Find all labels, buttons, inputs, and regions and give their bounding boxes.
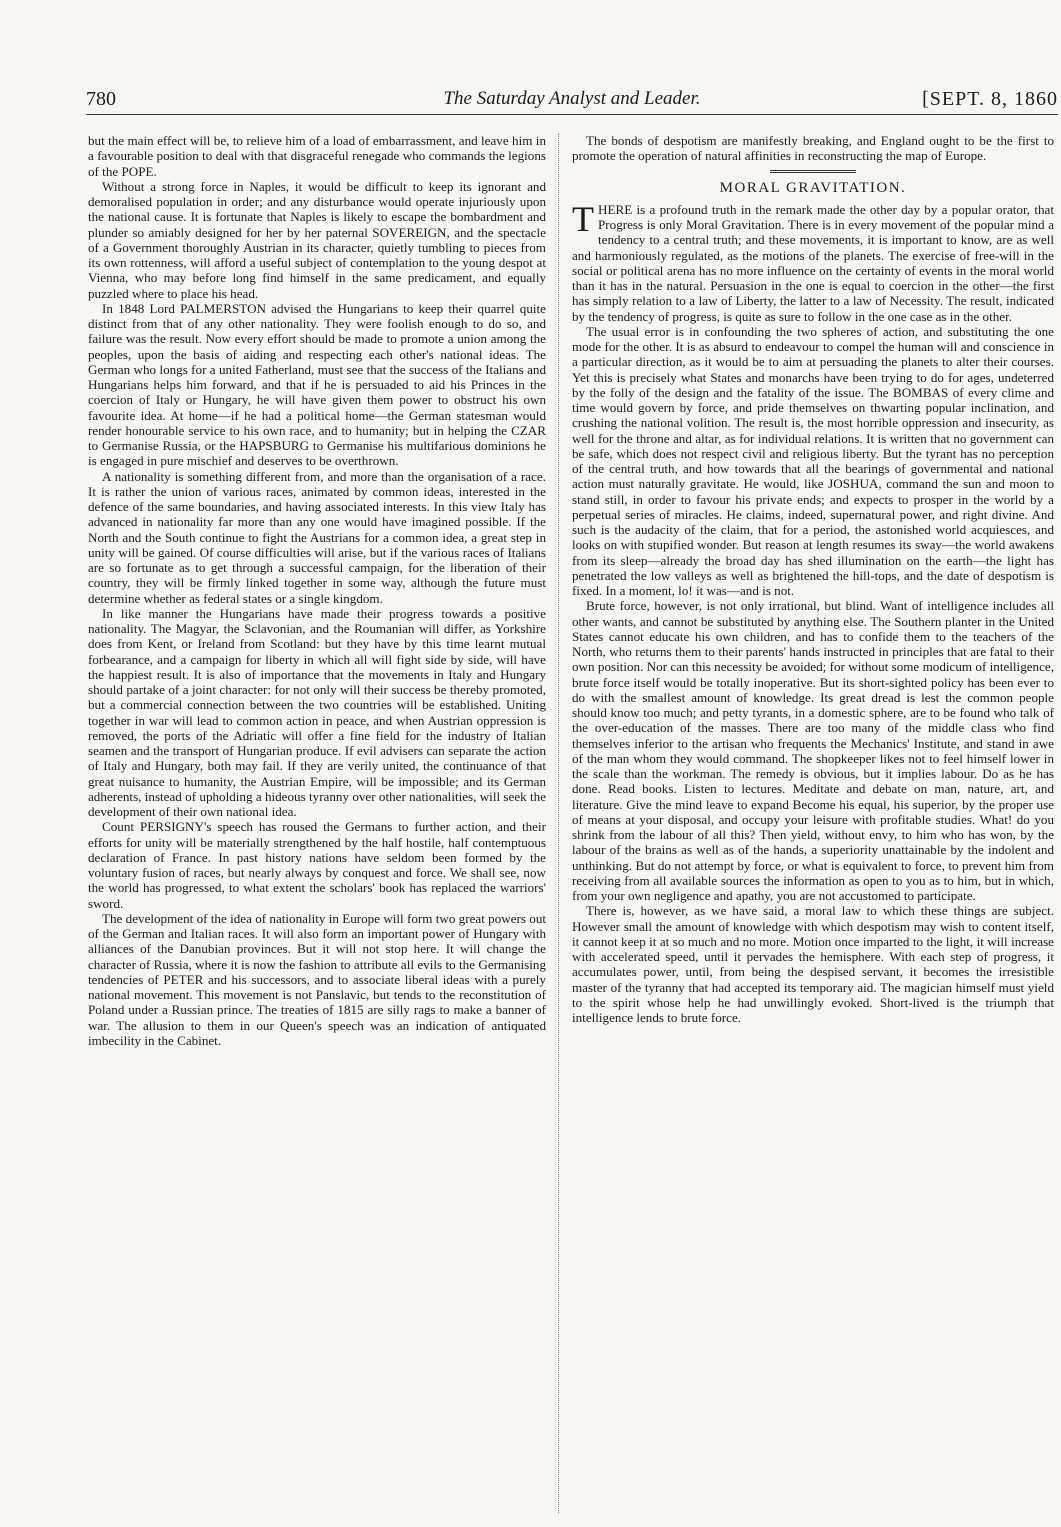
left-paragraph-4: A nationality is something different from, and more than the organisation of a race. It is rather the union of various races, animated by common ideas, interested in the defence of the same boundaries, and having associated interests. In this view Italy has advanced in nationality far more than any one would have imagined possible. If the North and the South continue to fight the Austrians for a common idea, a great step in unity will be gained. Of course difficulties will arise, but if the various races of Italians are so fortunate as to get through a successful campaign, for the liberation of their country, they will be firmly linked together in some way, although the future must determine whether as federal states or a single kingdom. <box>88 468 546 606</box>
right-paragraph-2: The usual error is in confounding the two spheres of action, and substituting the one mode for the other. It is as absurd to endeavour to compel the human will and conscience in a particular direction, as it would be to aim at persuading the planets to alter their courses. Yet this is precisely what States and monarchs have been trying to do for ages, undeterred by the folly of the design and the fatality of the issue. The BOMBAS of every clime and time would govern by force, and pride themselves on thwarting popular inclination, and crushing the national volition. The result is, the most horrible oppression and insecurity, as well for the throne and altar, as for individual relations. It is written that no government can be safe, which does not respect civil and religious liberty. But the tyrant has no perception of the central truth, and how towards that all the bearings of governmental and national action must naturally gravitate. He would, like JOSHUA, command the sun and moon to stand still, in order to favour his private ends; and expects to prosper in the world by a perpetual series of miracles. He claims, indeed, supernatural power, and right divine. And such is the audacity of the claim, that for a period, the astonished world acquiesces, and looks on with stupified wonder. But reason at length resumes its sway—the world awakens from its sleep—already the broad day has shed illumination on the earth—the light has penetrated the low valleys as well as brightened the hill-tops, and the date of despotism is fixed. In a moment, lo! it was—and is not. <box>572 323 1054 598</box>
right-column <box>572 133 1054 1025</box>
article-heading: MORAL GRAVITATION. <box>719 179 907 196</box>
issue-date: [SEPT. 8, 1860 <box>922 88 1058 110</box>
page-header <box>86 86 1058 115</box>
left-paragraph-2: Without a strong force in Naples, it would be difficult to keep its ignorant and demoralised population in order; and any disturbance would operate injuriously upon the national cause. It is fortunate that Naples is likely to escape the bombardment and plunder so amiably designed for her by her paternal SOVEREIGN, and the spectacle of a Government thoroughly Austrian in its character, quietly tumbling to pieces from its own rottenness, will afford a useful subject of contemplation to the young despot at Vienna, who may before long find himself in the same predicament, and equally puzzled where to place his head. <box>88 178 546 301</box>
left-paragraph-3: In 1848 Lord PALMERSTON advised the Hungarians to keep their quarrel quite distinct from that of any other nationality. They were foolish enough to do so, and failure was the result. Now every effort should be made to promote a union among the peoples, upon the basis of aiding and respecting each other's national ideas. The German who longs for a united Fatherland, must see that the success of the Italians and Hungarians helps him forward, and that if he is persuaded to aid his Princes in the coercion of Italy or Hungary, he will have given them power to obstruct his own favourite idea. At home—if he had a political home—the German statesman would render honourable service to his own race, and to humanity; but in helping the CZAR to Germanise Russia, or the HAPSBURG to Germanise his multifarious dominions he is engaged in pure mischief and deserves to be overthrown. <box>88 300 546 469</box>
page-number: 780 <box>86 88 116 110</box>
column-divider <box>558 133 559 1513</box>
right-paragraph-4: There is, however, as we have said, a moral law to which these things are subject. However small the amount of knowledge with which despotism may wish to content itself, it cannot keep it at so much and no more. Motion once imparted to the light, it will increase with accelerated speed, until it pervades the hemisphere. With each step of progress, it accumulates power, until, from being the despised servant, it becomes the irresistible master of the tyranny that had accepted its temporary aid. The magician himself must yield to the spirit whose help he had unwillingly evoked. Short-lived is the triumph that intelligence lends to brute force. <box>572 903 1054 1025</box>
right-continuation-paragraph: The bonds of despotism are manifestly breaking, and England ought to be the first to promote the operation of natural affinities in reconstructing the map of Europe. <box>572 133 1054 164</box>
left-paragraph-7: The development of the idea of nationality in Europe will form two great powers out of the German and Italian races. It will also form an important power of Hungary with alliances of the Danubian provinces. But it will not stop here. It will change the character of Russia, where it is now the fashion to attribute all evils to the Germanising tendencies of PETER and his successors, and to associate liberal ideas with a purely national movement. This movement is not Panslavic, but tends to the reconstitution of Poland under a Russian prince. The treaties of 1815 are silly rags to make a banner of war. The allusion to them in our Queen's speech was an indication of antiquated imbecility in the Cabinet. <box>88 910 546 1048</box>
first-paragraph-text: HERE is a profound truth in the remark made the other day by a popular orator, that Progress is only Moral Gravitation. There is in every movement of the popular mind a tendency to a central truth; and these movements, it is important to know, are as well and harmoniously regulated, as the motions of the planets. The exercise of free-will in the social or political arena has no more influence on the certainty of events in the moral world than it has in the natural. Persuasion in the one is equal to coercion in the other—the first has simply relation to a law of Liberty, the latter to a law of Necessity. The result, indicated by the tendency of progress, is quite as sure to follow in the one case as in the other. <box>572 201 1054 324</box>
left-column <box>88 133 546 1048</box>
article-first-paragraph <box>572 198 1054 324</box>
left-paragraph-6: Count PERSIGNY's speech has roused the Germans to further action, and their efforts for unity will be materially strengthened by the half hostile, half contemptuous declaration of France. In past history nations have seldom been formed by the voluntary fusion of races, but nearly always by conquest and force. We shall see, now the world has progressed, to what extent the scholars' book has replaced the warriors' sword. <box>88 819 546 911</box>
left-paragraph-5: In like manner the Hungarians have made their progress towards a positive nationality. The Magyar, the Sclavonian, and the Roumanian will differ, as Yorkshire does from Kent, or Ireland from Scotland: but they have by this time learnt mutual forbearance, and a campaign for liberty in which all will fight side by side, will have the happiest result. It is also of importance that the movements in Italy and Hungary should partake of a joint character: for not only will their success be thereby promoted, but a commercial connection between the two countries will be established. Uniting together in war will lead to common action in peace, and when Austrian oppression is removed, the ports of the Adriatic will offer a fine field for the industry of Italian seamen and the transport of Hungarian produce. If evil advisers can separate the action of Italy and Hungary, both may fail. If they are verily united, the continuance of that great nuisance to humanity, the Austrian Empire, will be impossible; and its German adherents, instead of upholding a hideous tyranny over other nationalities, will seek the development of their own national idea. <box>88 605 546 819</box>
right-paragraph-3: Brute force, however, is not only irrational, but blind. Want of intelligence includes all other wants, and cannot be substituted by anything else. The Southern planter in the United States cannot educate his own children, and has to confide them to the teachers of the North, who returns them to their parents' hands instructed in principles that are fatal to their own position. Nor can this necessity be avoided; for without some modicum of intelligence, brute force itself would be totally inoperative. But its short-sighted policy has been ever to do with the smallest amount of knowledge. Its great dread is lest the common people should know too much; and petty tyrants, in a domestic sphere, are to be found who talk of the over-education of the masses. There are too many of the middle class who find themselves inferior to the artisan who frequents the Mechanics' Institute, and stand in awe of the man whom they would command. The shopkeeper likes not to feel himself lower in the scale than the workman. The remedy is obvious, but it implies labour. Do as he has done. Read books. Listen to lectures. Meditate and debate on man, nature, art, and literature. Give the mind leave to expand Become his equal, his superior, by the proper use of means at your disposal, and occupy your leisure with profitable studies. What! do you shrink from the labour of all this? Then yield, without envy, to him who has won, by the labour of the brains as well as of the hands, a superiority unattainable by the indolent and unthinking. But do not attempt by force, or what is equivalent to force, to prevent him from receiving from all available sources the information as open to you as to him, but in which, from your own negligence and apathy, you are not accustomed to participate. <box>572 598 1054 903</box>
section-rule <box>770 170 856 173</box>
left-paragraph-1: but the main effect will be, to relieve him of a load of embarrassment, and leave him in a favourable position to deal with that disgraceful renegade who commands the legions of the POPE. <box>88 133 546 179</box>
publication-title: The Saturday Analyst and Leader. <box>443 88 701 109</box>
drop-cap: T <box>572 198 594 239</box>
